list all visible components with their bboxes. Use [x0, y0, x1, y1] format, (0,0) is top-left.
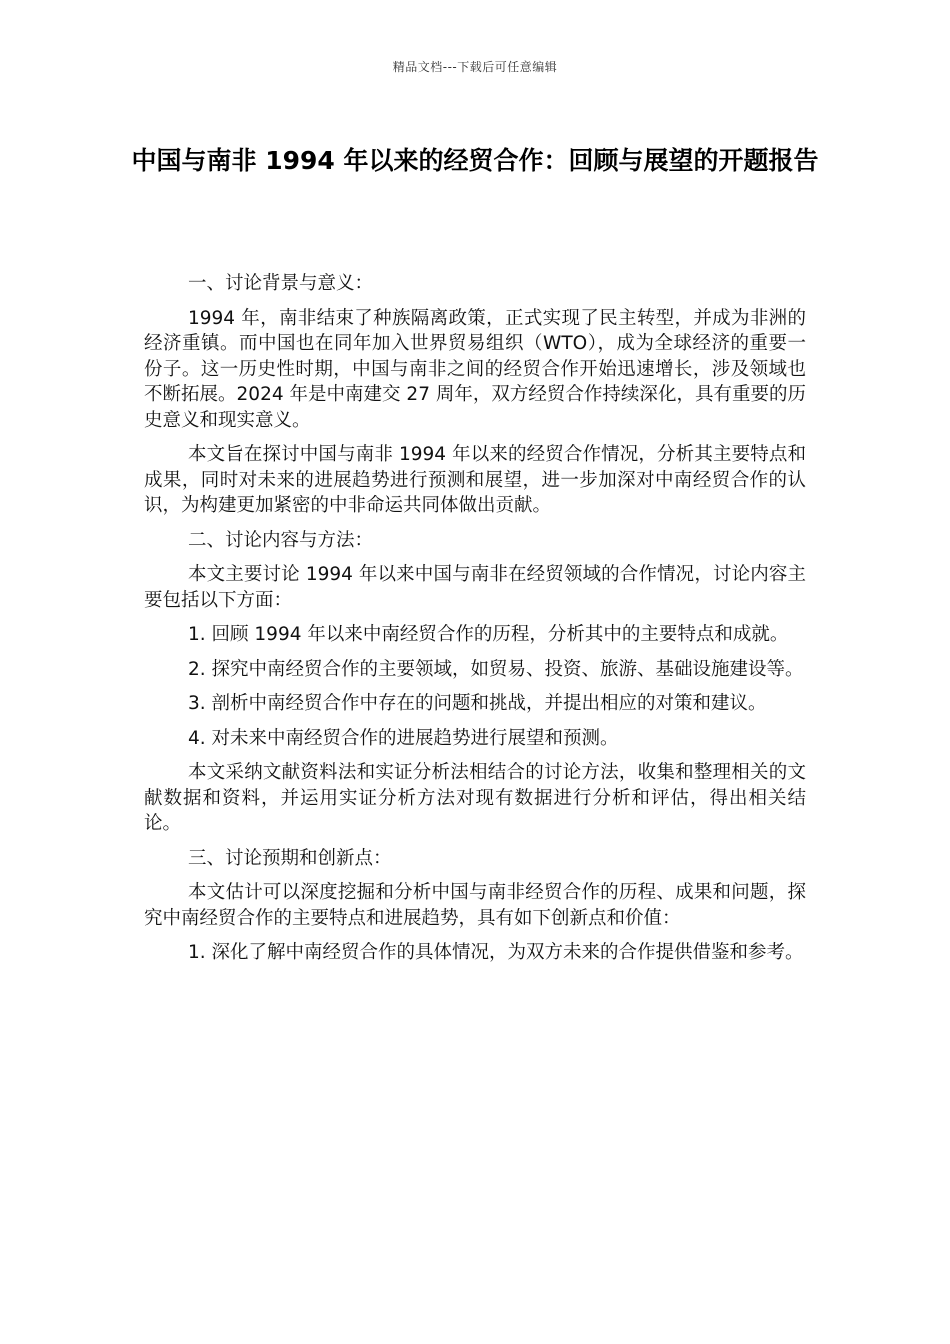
paragraph: 本文估计可以深度挖掘和分析中国与南非经贸合作的历程、成果和问题，探究中南经贸合作的主要特点和进展趋势，具有如下创新点和价值：	[144, 882, 806, 929]
document-title: 中国与南非 1994 年以来的经贸合作：回顾与展望的开题报告	[131, 146, 819, 175]
paragraph: 本文采纳文献资料法和实证分析法相结合的讨论方法，收集和整理相关的文献数据和资料，并运用实证分析方法对现有数据进行分析和评估，得出相关结论。	[144, 762, 806, 834]
list-item: 3. 剖析中南经贸合作中存在的问题和挑战，并提出相应的对策和建议。	[188, 693, 767, 714]
list-item: 4. 对未来中南经贸合作的进展趋势进行展望和预测。	[188, 727, 619, 749]
list-item: 2. 探究中南经贸合作的主要领域，如贸易、投资、旅游、基础设施建设等。	[188, 658, 804, 680]
section-heading-expectation: 三、讨论预期和创新点：	[188, 847, 392, 869]
paragraph: 本文旨在探讨中国与南非 1994 年以来的经贸合作情况，分析其主要特点和成果，同时对未来的进展趋势进行预测和展望，进一步加深对中南经贸合作的认识，为构建更加紧密的中非命运共同体做出贡献。	[144, 444, 806, 516]
list-item: 1. 回顾 1994 年以来中南经贸合作的历程，分析其中的主要特点和成就。	[188, 624, 789, 645]
section-heading-content-method: 二、讨论内容与方法：	[188, 529, 374, 551]
document-body	[144, 271, 806, 975]
paragraph: 1994 年，南非结束了种族隔离政策，正式实现了民主转型，并成为非洲的经济重镇。而中国也在同年加入世界贸易组织（WTO），成为全球经济的重要一份子。这一历史性时期，中国与南非之间的经贸合作开始迅速增长，涉及领域也不断拓展。2024 年是中南建交 27 周年，双方经贸合作持续深化，具有重要的历史意义和现实意义。	[144, 307, 806, 431]
section-heading-background: 一、讨论背景与意义：	[188, 273, 374, 294]
header-note: 精品文档---下载后可任意编辑	[392, 60, 558, 74]
list-item: 1. 深化了解中南经贸合作的具体情况，为双方未来的合作提供借鉴和参考。	[188, 942, 804, 963]
paragraph: 本文主要讨论 1994 年以来中国与南非在经贸领域的合作情况，讨论内容主要包括以下方面：	[144, 564, 806, 611]
